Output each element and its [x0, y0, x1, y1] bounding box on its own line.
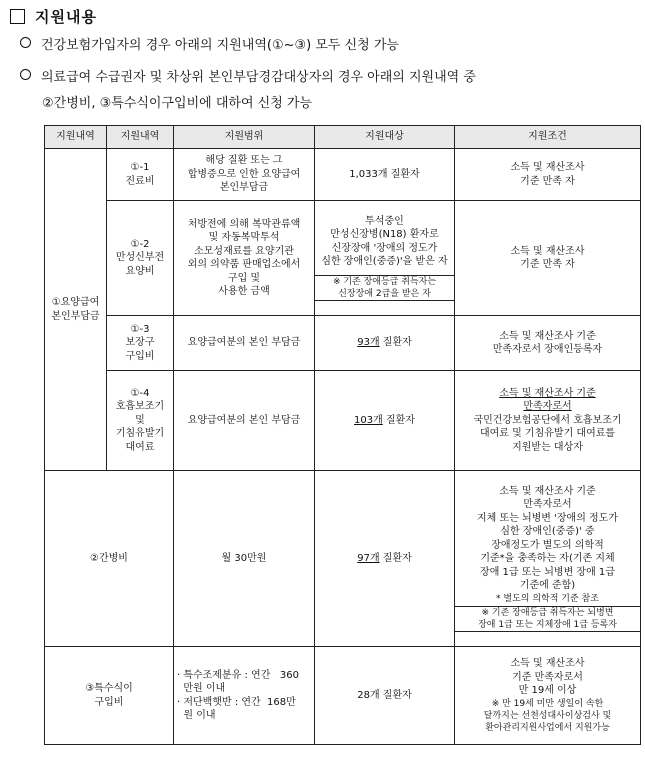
scope-cell [174, 647, 315, 745]
cell-line: 소득 및 재산조사 [510, 658, 585, 670]
table-row [45, 149, 641, 201]
cell-line: 진료비 [125, 175, 155, 187]
scope-cell [174, 201, 315, 316]
cell-line: 원 이내 [177, 710, 216, 721]
cell-line: · 저단백햇반 : 연간 168만 [177, 696, 296, 708]
cell-line: 만족자로서 장애인등록자 [492, 344, 603, 355]
cell-line: 소모성재료를 요양기관 [194, 245, 294, 257]
group-label-cell [45, 149, 107, 471]
bullet-1 [20, 36, 399, 56]
target-count: 97개 [357, 552, 380, 564]
header-cell: 지원내역 [107, 126, 174, 149]
cell-line: 심한 장애인(중증)' 중 [500, 526, 595, 537]
cell-line: 투석중인 [365, 215, 404, 227]
target-cell [315, 471, 455, 647]
support-table [44, 125, 641, 745]
cell-line: 요양급여분의 본인 부담금 [187, 414, 301, 426]
scope-cell: 월 30만원 [174, 471, 315, 647]
cell-line: 달까지는 선천성대사이상검사 및 [483, 710, 612, 721]
cell-line: 만성신부전 [115, 252, 165, 264]
cell-line: 구입비 [94, 696, 124, 708]
cell-line: 요양급여분의 본인 부담금 [187, 337, 301, 349]
cell-line: 만족자로서 [523, 401, 572, 413]
cell-line: 구입 및 [227, 272, 261, 284]
target-count: 103개 [354, 414, 383, 426]
condition-cell [455, 471, 641, 647]
section-header [10, 6, 97, 27]
checkbox-square-icon [10, 9, 25, 24]
cell-line: ※ 만 19세 미만 생일이 속한 [491, 698, 604, 709]
cell-line: 기준 만족 자 [520, 259, 575, 270]
cell-line: ①-1 [130, 162, 150, 173]
target-cell [315, 149, 455, 201]
cell-line: 1,033개 질환자 [349, 168, 420, 180]
item-cell [107, 149, 174, 201]
cell-line: 기침유발기 [115, 428, 165, 440]
cell-line: 본인부담금 [219, 182, 269, 194]
target-suffix: 질환자 [382, 414, 415, 426]
scope-cell [174, 149, 315, 201]
table-row [45, 201, 641, 316]
cell-line: ①-3 [130, 323, 150, 335]
cell-line: 만 19세 이상 [518, 685, 577, 697]
cell-line: 환아관리지원사업에서 지원가능 [485, 722, 610, 733]
cell-line: 및 자동복막투석 [208, 232, 280, 243]
condition-note-box [455, 606, 640, 632]
cell-line: 국민건강보험공단에서 호흡보조기 [473, 414, 622, 426]
bullet-2-continuation: ②간병비, ③특수식이구입비에 대하여 신청 가능 [42, 96, 313, 111]
cell-line: 사용한 금액 [218, 286, 270, 297]
cell-line: 보장구 [125, 337, 155, 349]
header-cell: 지원조건 [455, 126, 641, 149]
cell-line: 지원받는 대상자 [512, 441, 583, 453]
cell-line: 소득 및 재산조사 [510, 245, 585, 257]
cell-line: 소득 및 재산조사 기준 [499, 387, 596, 399]
cell-line: · 특수조제분유 : 연간 360 [177, 669, 299, 681]
cell-line: 기준 만족 자 [520, 175, 575, 187]
bullet-2 [20, 68, 476, 88]
target-cell: 28개 질환자 [315, 647, 455, 745]
cell-line: 장애정도가 별도의 의학적 [491, 539, 604, 551]
care-label-cell: ②간병비 [45, 471, 174, 647]
cell-line: ①요양급여 [51, 297, 100, 308]
target-suffix: 질환자 [379, 552, 412, 564]
cell-line: 심한 장애인(중증)'을 받은 자 [321, 256, 448, 267]
condition-cell [455, 201, 641, 316]
item-cell [107, 316, 174, 371]
cell-line: 기준에 준함) [519, 580, 576, 591]
cell-line: 신장장애 2급을 받은 자 [338, 288, 431, 299]
cell-line: 소득 및 재산조사 기준 [499, 330, 596, 342]
header-cell: 지원대상 [315, 126, 455, 149]
cell-line: 소득 및 재산조사 [510, 162, 585, 173]
bullet-2-text: 의료급여 수급권자 및 차상위 본인부담경감대상자의 경우 아래의 지원내역 중 [41, 70, 476, 85]
cell-line: 구입비 [125, 350, 155, 362]
cell-line: 신장장애 '장애의 정도가 [331, 242, 438, 254]
table-row [45, 316, 641, 371]
cell-line: 및 [135, 414, 145, 426]
target-cell [315, 371, 455, 471]
header-cell: 지원범위 [174, 126, 315, 149]
cell-line: 만원 이내 [177, 683, 226, 694]
scope-cell [174, 316, 315, 371]
cell-line: 합병증으로 인한 요양급여 [187, 168, 301, 180]
table-row [45, 647, 641, 745]
section-title: 지원내용 [35, 8, 97, 26]
bullet-1-text: 건강보험가입자의 경우 아래의 지원내역(①~③) 모두 신청 가능 [41, 38, 399, 53]
diet-label-cell [45, 647, 174, 745]
cell-line: ①-2 [130, 238, 150, 250]
target-note-box [315, 275, 454, 301]
cell-line: 처방전에 의해 복막관류액 [187, 218, 301, 230]
cell-line: 기준*을 충족하는 자(기존 지체 [480, 553, 615, 564]
cell-line: ③특수식이 [85, 683, 133, 694]
cell-line: 호흡보조기 [115, 401, 165, 413]
condition-cell [455, 647, 641, 745]
cell-line: 소득 및 재산조사 기준 [499, 485, 596, 497]
target-cell [315, 316, 455, 371]
cell-line: 해당 질환 또는 그 [205, 155, 283, 167]
target-count: 93개 [357, 337, 380, 349]
cell-line: 만성신장병(N18) 환자로 [330, 229, 439, 240]
condition-cell [455, 149, 641, 201]
header-cell: 지원내역 [45, 126, 107, 149]
cell-line: 지체 또는 뇌병변 '장애의 정도가 [476, 512, 619, 524]
cell-line: 외의 의약품 판매업소에서 [187, 259, 301, 270]
cell-line: ※ 기존 장애등급 취득자는 뇌병변 [481, 607, 614, 618]
item-cell [107, 371, 174, 471]
condition-cell [455, 316, 641, 371]
cell-line: ※ 기존 장애등급 취득자는 [332, 276, 437, 287]
cell-line: 장애 1급 또는 뇌병변 장애 1급 [480, 566, 615, 578]
cell-line: 기준 만족자로서 [512, 671, 583, 683]
target-cell [315, 201, 455, 316]
cell-line: 만족자로서 [523, 499, 572, 510]
cell-line: 요양비 [125, 265, 155, 277]
circle-bullet-icon [20, 69, 31, 80]
table-row [45, 471, 641, 647]
cell-line: * 별도의 의학적 기준 참조 [496, 593, 599, 604]
cell-line: ①-4 [130, 387, 150, 399]
table-row [45, 371, 641, 471]
table-header-row [45, 126, 641, 149]
cell-line: 대여료 [125, 441, 155, 453]
cell-line: 장애 1급 또는 지체장애 1급 등록자 [478, 619, 617, 630]
scope-cell [174, 371, 315, 471]
item-cell [107, 201, 174, 316]
cell-line: 대여료 및 기침유발기 대여료를 [479, 428, 616, 440]
circle-bullet-icon [20, 37, 31, 48]
cell-line: 본인부담금 [51, 310, 100, 322]
condition-cell [455, 371, 641, 471]
target-suffix: 질환자 [379, 337, 412, 349]
